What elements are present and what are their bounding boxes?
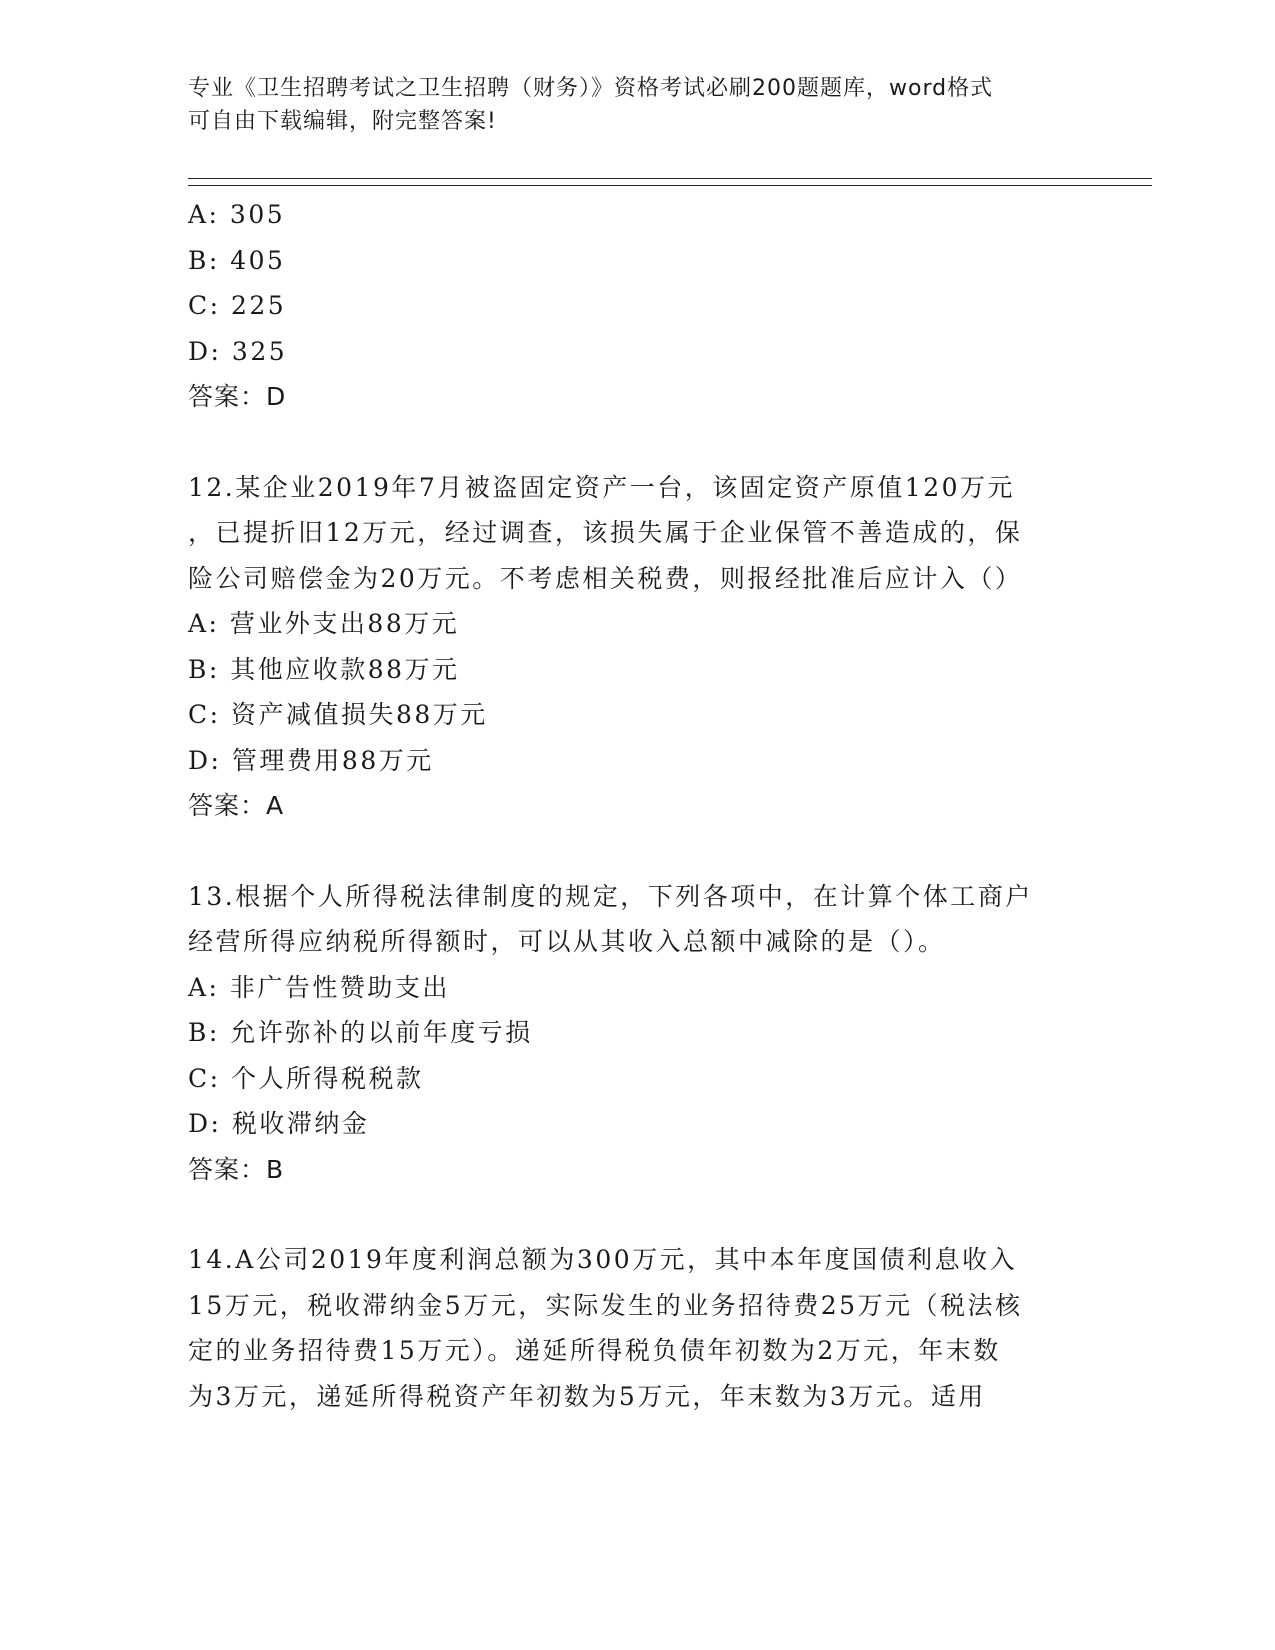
option-d: D: 325 [188,336,288,366]
question-text-line: ，已提折旧12万元，经过调查，该损失属于企业保管不善造成的，保 [188,518,1023,547]
option-b: B: 其他应收款88万元 [188,654,460,684]
question-12-block [188,465,1088,829]
option-c: C: 个人所得税税款 [188,1063,424,1093]
header-line-2: 可自由下载编辑，附完整答案! [188,109,497,134]
question-text-line: 险公司赔偿金为20万元。不考虑相关税费，则报经批准后应计入（） [188,563,1023,593]
answer-line: 答案：A [188,791,285,820]
option-b: B: 允许弥补的以前年度亏损 [188,1018,533,1047]
question-text-line: 13.根据个人所得税法律制度的规定，下列各项中，在计算个体工商户 [188,881,1033,911]
question-text-line: 12.某企业2019年7月被盗固定资产一台，该固定资产原值120万元 [188,472,1016,502]
option-b: B: 405 [188,245,286,275]
option-c: C: 225 [188,291,287,320]
option-c: C: 资产减值损失88万元 [188,700,488,729]
question-text-line: 为3万元，递延所得税资产年初数为5万元，年末数为3万元。适用 [188,1381,986,1411]
question-text-line: 定的业务招待费15万元）。递延所得税负债年初数为2万元，年末数 [188,1336,1001,1365]
option-d: D: 管理费用88万元 [188,745,434,775]
document-body [188,192,1088,1419]
answer-line: 答案：B [188,1154,285,1184]
header-line-1: 专业《卫生招聘考试之卫生招聘（财务）》资格考试必刷200题题库，word格式 [188,76,994,101]
question-text-line: 经营所得应纳税所得额时，可以从其收入总额中减除的是（）。 [188,927,946,956]
option-a: A: 非广告性赞助支出 [188,972,450,1002]
question-text-line: 14.A公司2019年度利润总额为300万元，其中本年度国债利息收入 [188,1245,1018,1274]
question-14-block [188,1237,1088,1419]
answer-line: 答案：D [188,382,287,411]
document-header [188,72,1088,138]
question-11-block [188,192,1088,420]
question-13-block [188,874,1088,1193]
option-a: A: 305 [188,200,286,229]
question-text-line: 15万元，税收滞纳金5万元，实际发生的业务招待费25万元（税法核 [188,1290,1023,1320]
option-d: D: 税收滞纳金 [188,1109,370,1138]
option-a: A: 营业外支出88万元 [188,609,460,638]
header-divider [188,178,1152,186]
